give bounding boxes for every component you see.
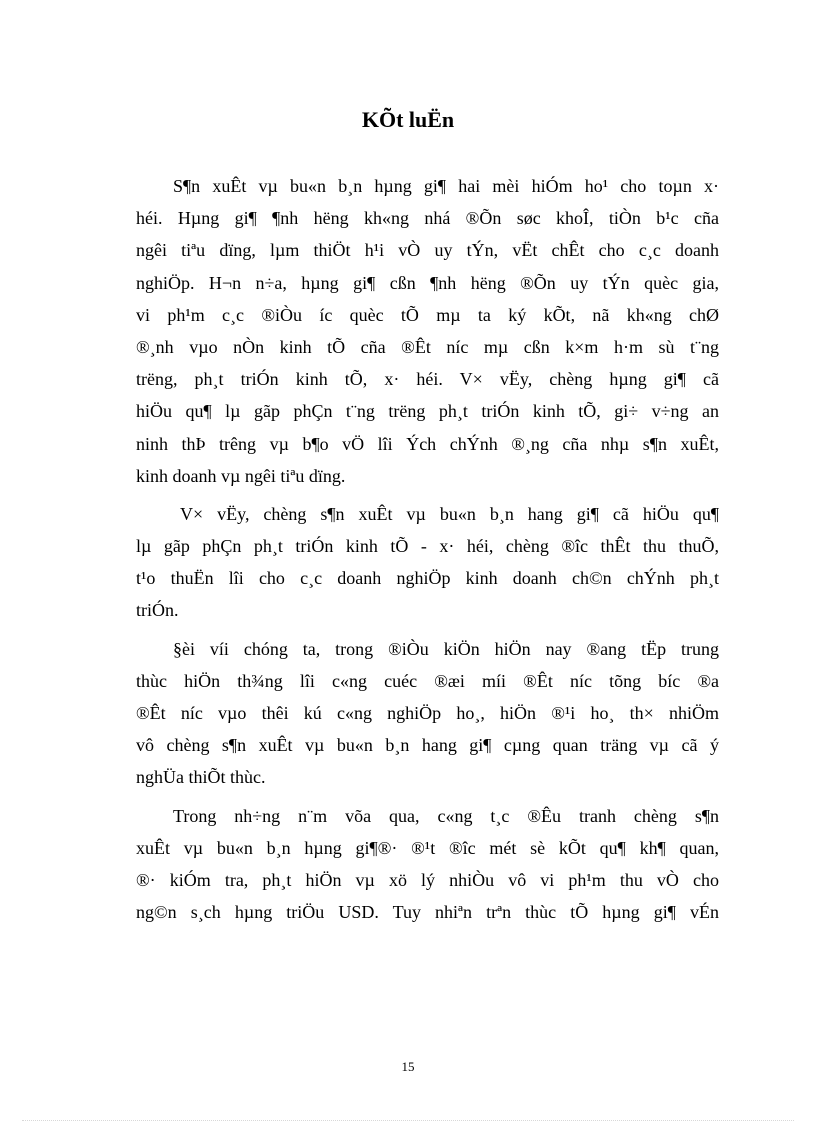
- text-line: vô chèng s¶n xuÊt vµ bu«n b¸n hang gi¶ cµng quan träng vµ cã ý: [136, 735, 719, 756]
- text-line: lµ gãp phÇn ph¸t triÓn kinh tÕ - x· héi, chèng ®îc thÊt thu thuÕ,: [136, 536, 719, 557]
- text-line: ngêi tiªu dïng, lµm thiÖt h¹i vÒ uy tÝn, vËt chÊt cho c¸c doanh: [136, 240, 719, 261]
- text-line: hiÖu qu¶ lµ gãp phÇn t¨ng trëng ph¸t triÓn kinh tÕ, gi÷ v÷ng an: [136, 401, 719, 422]
- page-bottom-divider: [22, 1120, 794, 1121]
- text-line: héi. Hµng gi¶ ¶nh hëng kh«ng nhá ®Õn søc khoÎ, tiÒn b¹c cña: [136, 208, 719, 229]
- text-line: xuÊt vµ bu«n b¸n hµng gi¶®· ®¹t ®îc mét sè kÕt qu¶ kh¶ quan,: [136, 837, 719, 858]
- paragraph-4: [136, 800, 719, 929]
- text-line: kinh doanh vµ ngêi tiªu dïng.: [136, 465, 346, 486]
- text-line: thùc hiÖn th¾ng lîi c«ng cuéc ®æi míi ®Êt níc tõng bíc ®a: [136, 670, 719, 691]
- text-line: trëng, ph¸t triÓn kinh tÕ, x· héi. V× vËy, chèng hµng gi¶ cã: [136, 369, 719, 390]
- paragraph-2: [136, 498, 719, 627]
- page-title: KÕt luËn: [361, 107, 455, 132]
- text-line: nghiÖp. H¬n n÷a, hµng gi¶ cßn ¶nh hëng ®Õn uy tÝn quèc gia,: [136, 272, 719, 293]
- text-line: ng©n s¸ch hµng triÖu USD. Tuy nhiªn trªn thùc tÕ hµng gi¶ vÉn: [136, 902, 719, 923]
- body-text: [136, 170, 719, 928]
- text-line: S¶n xuÊt vµ bu«n b¸n hµng gi¶ hai mèi hiÓm ho¹ cho toµn x·: [173, 176, 719, 196]
- text-line: ®Êt níc vµo thêi kú c«ng nghiÖp ho¸, hiÖn ®¹i ho¸ th× nhiÖm: [136, 703, 719, 723]
- text-line: triÓn.: [136, 600, 179, 621]
- text-line: ninh thÞ trêng vµ b¶o vÖ lîi Ých chÝnh ®¸ng cña nhµ s¶n xuÊt,: [136, 433, 719, 454]
- text-line: V× vËy, chèng s¶n xuÊt vµ bu«n b¸n hang gi¶ cã hiÖu qu¶: [180, 503, 719, 524]
- text-line: ®¸nh vµo nÒn kinh tÕ cña ®Êt níc mµ cßn k×m h·m sù t¨ng: [136, 336, 719, 357]
- text-line: §èi víi chóng ta, trong ®iÒu kiÖn hiÖn nay ®ang tËp trung: [173, 638, 719, 659]
- paragraph-1: [136, 170, 719, 492]
- text-line: nghÜa thiÕt thùc.: [136, 767, 266, 788]
- paragraph-3: [136, 633, 719, 794]
- page-number: 15: [401, 1059, 415, 1074]
- text-line: t¹o thuËn lîi cho c¸c doanh nghiÖp kinh doanh ch©n chÝnh ph¸t: [136, 568, 719, 589]
- text-line: vi ph¹m c¸c ®iÒu íc quèc tÕ mµ ta ký kÕt, nã kh«ng chØ: [136, 304, 719, 325]
- text-line: ®· kiÓm tra, ph¸t hiÖn vµ xö lý nhiÒu vô vi ph¹m thu vÒ cho: [136, 869, 719, 890]
- text-line: Trong nh÷ng n¨m võa qua, c«ng t¸c ®Êu tranh chèng s¶n: [173, 805, 719, 826]
